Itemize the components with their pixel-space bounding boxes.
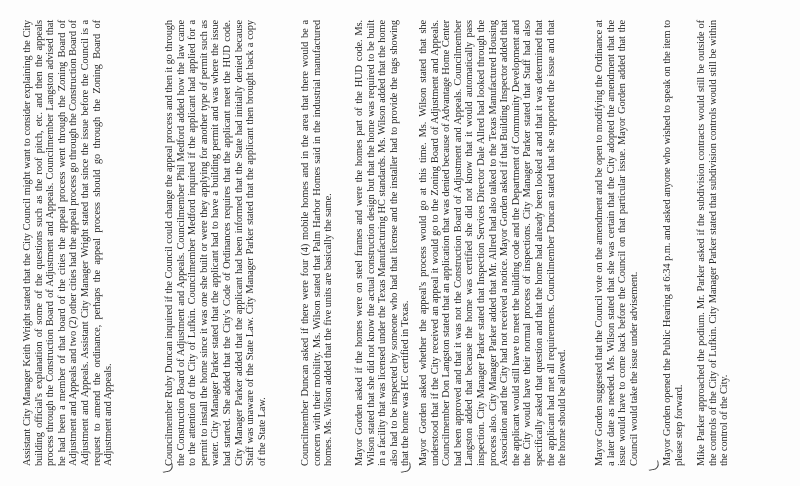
paragraph-6: Mayor Gorden suggested that the Council vote on the amendment and be open to modifying the Ordinance at a later date as needed. Ms. Wilson stated that she was certain that the City adopted the amendment that the issue would have to come back before the Council on that particular issue. Mayor Gorden added that the Council would take the issue under advisement. bbox=[594, 20, 640, 466]
paragraph-7: Mayor Gorden opened the Public Hearing at 6:34 p.m. and asked anyone who wished to speak on the item to please step forward. bbox=[662, 20, 685, 466]
paragraph-4: Mayor Gorden asked if the homes were on steel frames and were the homes part of the HUD code. Ms. Wilson stated that she did not know the actual construction design but that the home was required to be built in a facility that was licensed under the Texas Manufacturing HC standards. Ms. Wilson added that the home also had to be inspected by someone who had that license and the installer had to provide the tags showing that the home was HC certified in Texas. bbox=[354, 20, 412, 466]
paragraph-8: Mike Parker approached the podium. Mr. Parker asked if the subdivision contracts would still be outside of the controls of the City of Lufkin. City Manager Parker stated that subdivision controls would still be within the control of the City. bbox=[696, 20, 731, 466]
paragraph-5: Mayor Gorden asked whether the appeal's process would go at this time. Ms. Wilson stated that she understood that if the City received an appeal it would go to the Zoning Board of Adjustment and Appeals. Councilmember Don Langston stated that an application that was denied because of Advantage Home Center had been approved and that it was not the Construction Board of Adjustment and Appeals. Councilmember Langston added that because the home was certified she did not know that it would automatically pass inspection. City Manager Parker stated that Inspection Services Director Dale Allred had looked through the process also. City Manager Parker added that Mr. Allred had also talked to the Texas Manufactured Housing Association and the City had not received a notice. Mayor Gorden asked if that Building Inspector added that the applicant would still have to meet the building code and the Department of Community Development and the City would have their normal process of inspections. City Manager Parker stated that Staff had also specifically asked that question and that the home had already been looked at and that it was determined that the applicant had met all requirements. Councilmember Duncan stated that she supported the issue and that the home should be allowed. bbox=[418, 20, 569, 466]
paragraph-2: Councilmember Ruby Duncan inquired if the Council could change the appeal process and then it go through the Construction Board of Adjustment and Appeals. Councilmember Phil Medford added how the law came to the attention of the City of Lufkin. Councilmember Medford inquired if the applicant had applied for a permit to install the home since it was one she built or were they applying for another type of permit such as water. City Manager Parker stated that the applicant had to have a building permit and was where the issue had started. She added that the City's Code of Ordinances requires that the applicant meet the HUD code. City Manager Parker added that the applicant had been informed that the State had initially denied because Staff was unaware of the State Law. City Manager Parker stated that the applicant then brought back a copy of the State Law. bbox=[164, 20, 268, 466]
paragraph-1: Assistant City Manager Keith Wright stated that the City Council might want to consider explaining the City building official's explanation of some of the questions such as the roof pitch, etc. and then the appeals process through the Construction Board of Adjustment and Appeals. Councilmember Langston advised that he had been a member of that board of the cities the appeal process went through the Zoning Board of Adjustment and Appeals and two (2) other cities had the appeal process go through the Construction Board of Adjustment and Appeals. Assistant City Manager Wright stated that since the issue before the Council is a request to amend the ordinance, perhaps the appeal process should go through the Zoning Board of Adjustment and Appeals. bbox=[22, 20, 115, 466]
margin-mark-3 bbox=[647, 460, 659, 471]
paragraph-3: Councilmember Duncan asked if there were four (4) mobile homes and in the area that there would be a concern with their mobility. Ms. Wilson stated that Palm Harbor Homes said in the industrial manufactured homes. Ms. Wilson added that the five units are basically the same. bbox=[300, 20, 335, 466]
margin-mark-2 bbox=[399, 462, 411, 473]
margin-mark-1 bbox=[161, 462, 173, 473]
